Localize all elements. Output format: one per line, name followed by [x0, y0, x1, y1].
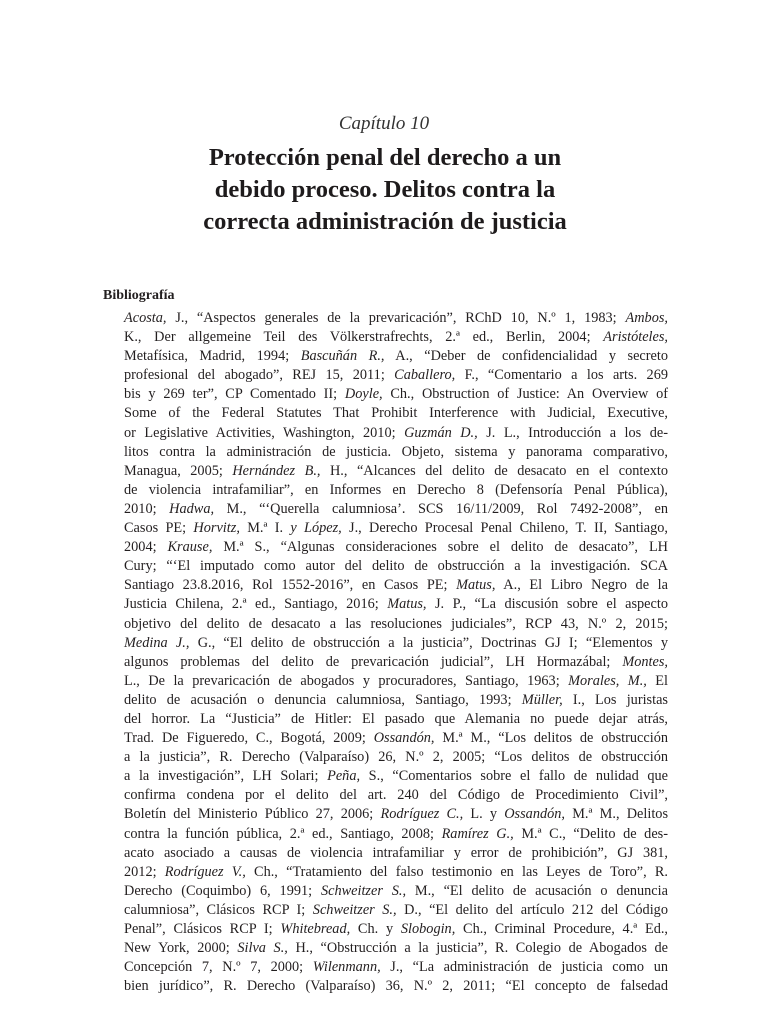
bibliography-text-run: calumniosa”, Clásicos RCP I; [124, 901, 313, 918]
bibliography-text-run: bis y 269 ter”, CP Comentado II; [124, 386, 345, 403]
bibliography-line [124, 462, 668, 481]
bibliography-text-run: Boletín del Ministerio Público 27, 2006; [124, 806, 381, 823]
bibliography-text-run: Some of the Federal Statutes That Prohibit Interference with Judicial, Executive, [124, 405, 668, 422]
bibliography-heading: Bibliografía [103, 288, 175, 303]
author-name: Caballero, [394, 367, 456, 384]
author-name: Horvitz, [193, 520, 240, 537]
author-name: Ambos, [625, 310, 668, 326]
bibliography-line [124, 805, 668, 824]
author-name: Matus, [456, 577, 496, 594]
bibliography-text-run: Concepción 7, N.º 7, 2000; [124, 959, 313, 976]
bibliography-line [124, 844, 668, 863]
bibliography-text-run: J. P., “La discusión sobre el aspecto [426, 596, 668, 613]
bibliography-text-run: algunos problemas del delito de prevaricación judicial”, LH Hormazábal; [124, 653, 623, 670]
bibliography-text-run: Ch., Criminal Procedure, 4.ª Ed., [455, 921, 668, 937]
bibliography-text-run: M., “‘Querella calumniosa’. SCS 16/11/2009, Rol 7492-2008”, en [214, 500, 668, 517]
bibliography-text-run: Metafísica, Madrid, 1994; [124, 348, 301, 365]
bibliography-text-run: M.ª S., “Algunas consideraciones sobre el delito de desacato”, LH [212, 539, 669, 556]
bibliography-line [124, 939, 668, 958]
bibliography-line [124, 385, 668, 404]
author-name: Schweitzer S., [320, 882, 407, 899]
bibliography-text-run: acato asociado a causas de violencia intrafamiliar y error de prohibición”, GJ 381, [124, 844, 668, 861]
bibliography-text-run: I., Los juristas [562, 691, 668, 708]
bibliography-line [124, 309, 668, 328]
author-name: Ossandón, [373, 730, 435, 747]
author-name: Hadwa, [169, 500, 215, 517]
author-name: Rodríguez C., [380, 806, 464, 823]
bibliography-text-run: M.ª I. [239, 520, 291, 537]
bibliography-text-run: M., “El delito de acusación o denuncia [406, 882, 668, 899]
bibliography-text-run: Ch. y [350, 921, 401, 937]
bibliography-text-run: 2004; [124, 539, 168, 556]
bibliography-line [124, 347, 668, 366]
bibliography-text-run: objetivo del delito de desacato a las resoluciones judiciales”, RCP 43, N.º 2, 2015; [124, 615, 668, 632]
bibliography-line [124, 404, 668, 423]
bibliography-text-run: confirma condena por el delito del art. 240 del Código de Procedimiento Civil”, [124, 787, 668, 804]
author-name: Acosta, [124, 310, 167, 326]
author-name: Peña, [327, 768, 361, 785]
bibliography-line [124, 519, 668, 538]
bibliography-text-run: a la investigación”, LH Solari; [124, 768, 328, 785]
bibliography-text [124, 309, 668, 996]
bibliography-text-run: H., “Alcances del delito de desacato en el contexto [320, 462, 668, 479]
bibliography-line [124, 576, 668, 595]
bibliography-line [124, 500, 668, 519]
bibliography-line [124, 691, 668, 710]
author-name: Montes, [622, 653, 668, 670]
bibliography-text-run: Santiago 23.8.2016, Rol 1552-2016”, en Casos PE; [124, 577, 457, 594]
bibliography-text-run: El [646, 672, 669, 689]
bibliography-line [124, 882, 668, 901]
author-name: y López, [290, 520, 342, 537]
bibliography-line [124, 748, 668, 767]
bibliography-text-run: 2010; [124, 500, 170, 517]
bibliography-text-run: A., El Libro Negro de la [495, 577, 668, 594]
bibliography-text-run: K., Der allgemeine Teil des Völkerstrafrechts, 2.ª ed., Berlin, 2004; [124, 329, 604, 346]
bibliography-line [124, 710, 668, 729]
author-name: Silva S., [237, 940, 288, 957]
bibliography-text-run: Ch., “Tratamiento del falso testimonio en las Leyes de Toro”, R. [245, 863, 668, 880]
bibliography-text-run: Managua, 2005; [124, 462, 233, 479]
bibliography-line [124, 901, 668, 920]
bibliography-line [124, 443, 668, 462]
bibliography-line [124, 786, 668, 805]
bibliography-text-run: J., “Aspectos generales de la prevaricación”, RChD 10, N.º 1, 1983; [166, 310, 626, 326]
author-name: Aristóteles, [603, 329, 668, 346]
bibliography-text-run: Cury; “‘El imputado como autor del delito de obstrucción a la investigación. SCA [124, 558, 668, 575]
author-name: Hernández B., [232, 462, 321, 479]
bibliography-text-run: F., “Comentario a los arts. 269 [455, 367, 668, 384]
bibliography-line [124, 634, 668, 653]
chapter-label: Capítulo 10 [338, 113, 430, 134]
bibliography-text-run: del horror. La “Justicia” de Hitler: El pasado que Alemania no puede dejar atrás, [124, 710, 668, 727]
bibliography-text-run: G., “El delito de obstrucción a la justicia”, Doctrinas GJ I; “Elementos y [189, 634, 668, 651]
bibliography-text-run: J., Derecho Procesal Penal Chileno, T. II, Santiago, [341, 520, 669, 537]
author-name: Morales, M., [568, 672, 647, 689]
author-name: Medina J., [124, 634, 190, 651]
bibliography-line [124, 366, 668, 385]
bibliography-text-run: J. L., Introducción a los de- [477, 424, 668, 441]
chapter-title-line: debido proceso. Delitos contra la [214, 176, 556, 203]
bibliography-line [124, 328, 668, 347]
author-name: Bascuñán R., [300, 348, 385, 365]
bibliography-text-run: de violencia intrafamiliar”, en Informes en Derecho 8 (Defensoría Penal Pública), [124, 481, 668, 498]
bibliography-text-run: a la justicia”, R. Derecho (Valparaíso) 26, N.º 2, 2005; “Los delitos de obstrucción [124, 749, 668, 766]
bibliography-text-run: M.ª C., “Delito de des- [513, 825, 668, 842]
author-name: Slobogin, [400, 921, 456, 937]
bibliography-text-run: H., “Obstrucción a la justicia”, R. Colegio de Abogados de [287, 940, 668, 957]
author-name: Krause, [167, 539, 213, 556]
chapter-title-line: Protección penal del derecho a un [208, 144, 562, 171]
bibliography-line [124, 767, 668, 786]
bibliography-text-run: Casos PE; [124, 520, 194, 537]
bibliography-text-run: M.ª M., Delitos [565, 806, 669, 823]
bibliography-text-run: Penal”, Clásicos RCP I; [124, 921, 281, 937]
bibliography-text-run: J., “La administración de justicia como un [380, 959, 668, 976]
bibliography-line [124, 729, 668, 748]
bibliography-text-run: contra la función pública, 2.ª ed., Santiago, 2008; [124, 825, 442, 842]
bibliography-text-run: 2012; [124, 863, 165, 880]
chapter-title-line: correcta administración de justicia [203, 208, 567, 235]
bibliography-text-run: Trad. De Figueredo, C., Bogotá, 2009; [124, 730, 374, 747]
bibliography-text-run: M.ª M., “Los delitos de obstrucción [434, 730, 668, 747]
bibliography-text-run: D., “El delito del artículo 212 del Código [396, 901, 668, 918]
bibliography-line [124, 481, 668, 500]
bibliography-line [124, 672, 668, 691]
bibliography-line [124, 653, 668, 672]
author-name: Whitebread, [280, 921, 351, 937]
bibliography-line [124, 595, 668, 614]
author-name: Matus, [387, 596, 427, 613]
bibliography-line [124, 557, 668, 576]
author-name: Doyle, [344, 386, 383, 403]
bibliography-text-run: profesional del abogado”, REJ 15, 2011; [124, 367, 395, 384]
bibliography-text-run: bien jurídico”, R. Derecho (Valparaíso) 36, N.º 2, 2011; “El concepto de falsedad [124, 978, 668, 995]
bibliography-text-run: A., “Deber de confidencialidad y secreto [384, 348, 668, 365]
bibliography-line [124, 615, 668, 634]
bibliography-text-run: delito de acusación o denuncia calumniosa, Santiago, 1993; [124, 691, 522, 708]
bibliography-text-run: L., De la prevaricación de abogados y procuradores, Santiago, 1963; [124, 672, 569, 689]
bibliography-text-run: litos contra la administración de justicia. Objeto, sistema y panorama comparativo, [124, 443, 668, 460]
author-name: Ossandón, [504, 806, 566, 823]
bibliography-line [124, 920, 668, 939]
author-name: Guzmán D., [404, 424, 478, 441]
bibliography-text-run: L. y [463, 806, 505, 823]
bibliography-line [124, 424, 668, 443]
bibliography-text-run: or Legislative Activities, Washington, 2010; [124, 424, 405, 441]
author-name: Ramírez G., [441, 825, 514, 842]
bibliography-text-run: New York, 2000; [124, 940, 238, 957]
bibliography-line [124, 538, 668, 557]
bibliography-text-run: Justicia Chilena, 2.ª ed., Santiago, 2016; [124, 596, 388, 613]
author-name: Müller, [521, 691, 563, 708]
chapter-title [150, 142, 620, 238]
bibliography-text-run: Ch., Obstruction of Justice: An Overview of [382, 386, 668, 403]
author-name: Schweitzer S., [312, 901, 397, 918]
bibliography-text-run: S., “Comentarios sobre el fallo de nulidad que [360, 768, 668, 785]
author-name: Wilenmann, [312, 959, 381, 976]
bibliography-line [124, 863, 668, 882]
author-name: Rodríguez V., [164, 863, 246, 880]
bibliography-line [124, 958, 668, 977]
bibliography-line [124, 825, 668, 844]
bibliography-line [124, 977, 668, 996]
bibliography-text-run: Derecho (Coquimbo) 6, 1991; [124, 882, 321, 899]
